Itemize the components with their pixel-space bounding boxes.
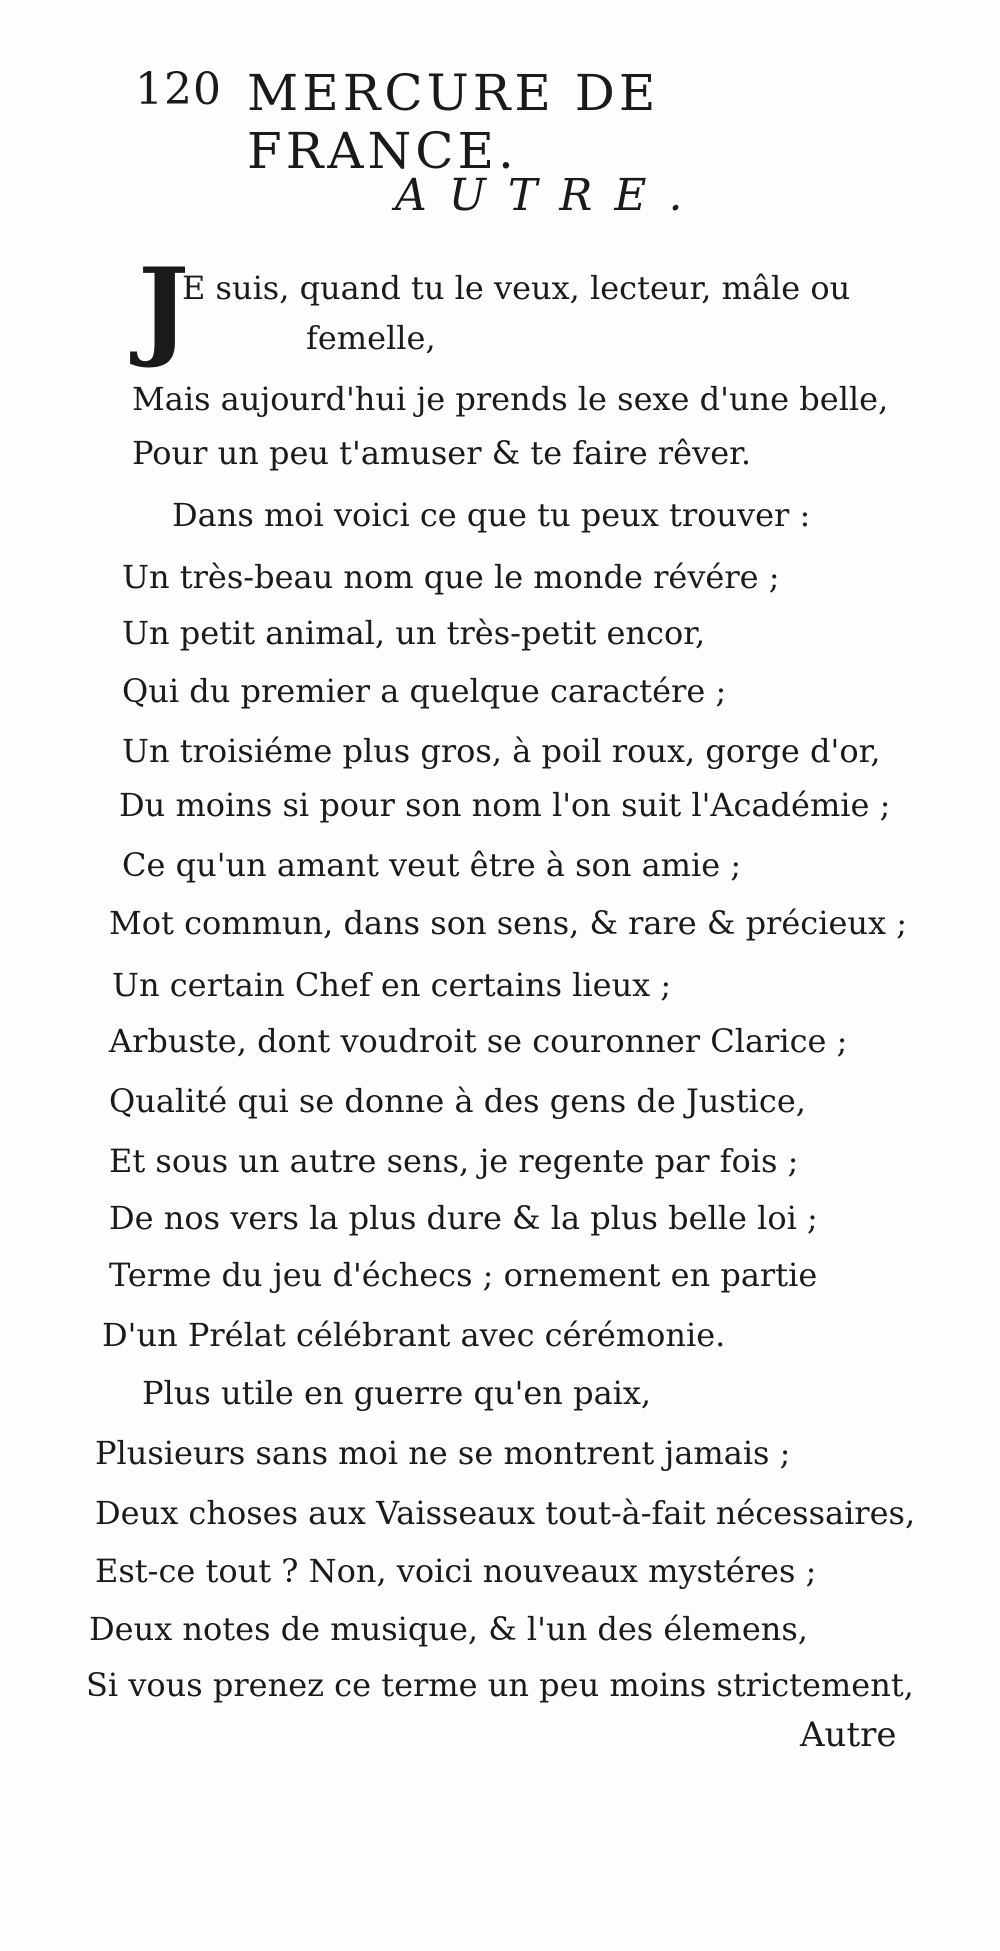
poem-line: Un certain Chef en certains lieux ; [112,966,672,1004]
poem-line: Deux choses aux Vaisseaux tout-à-fait nécessaires, [95,1494,916,1532]
poem-line: Est-ce tout ? Non, voici nouveaux mystéres ; [95,1552,817,1590]
poem-line: Arbuste, dont voudroit se couronner Clarice ; [109,1022,848,1060]
running-title: MERCURE DE FRANCE. [247,64,660,180]
poem-line: Dans moi voici ce que tu peux trouver : [172,496,811,534]
poem-line: D'un Prélat célébrant avec cérémonie. [102,1316,726,1354]
poem-line: De nos vers la plus dure & la plus belle loi ; [109,1199,818,1237]
poem-line: Du moins si pour son nom l'on suit l'Académie ; [119,786,891,824]
poem-line: Qui du premier a quelque caractére ; [122,672,727,710]
catchword: Autre [800,1715,897,1755]
poem-line: femelle, [306,319,436,357]
poem-line: Un petit animal, un très-petit encor, [122,614,706,652]
drop-cap: J [138,245,190,371]
poem-line: Mot commun, dans son sens, & rare & précieux ; [109,904,907,942]
poem-line: Mais aujourd'hui je prends le sexe d'une belle, [132,380,889,418]
poem-line: Et sous un autre sens, je regente par fois ; [109,1142,799,1180]
page-header [135,64,925,180]
poem-line: Ce qu'un amant veut être à son amie ; [122,846,742,884]
poem-line: Si vous prenez ce terme un peu moins strictement, [86,1666,914,1704]
poem-line: Plus utile en guerre qu'en paix, [142,1374,652,1412]
poem-line: Un troisiéme plus gros, à poil roux, gorge d'or, [122,732,881,770]
poem-line: Terme du jeu d'échecs ; ornement en partie [109,1256,818,1294]
poem-line: E suis, quand tu le veux, lecteur, mâle ou [182,269,851,307]
poem-title: AUTRE. [395,170,705,221]
poem-line: Pour un peu t'amuser & te faire rêver. [132,434,752,472]
poem-line: Deux notes de musique, & l'un des élemens, [89,1610,808,1648]
poem-line: Un très-beau nom que le monde révére ; [122,558,780,596]
poem-line: Plusieurs sans moi ne se montrent jamais ; [95,1434,791,1472]
page-number: 120 [135,64,222,115]
poem-line: Qualité qui se donne à des gens de Justice, [109,1082,806,1120]
